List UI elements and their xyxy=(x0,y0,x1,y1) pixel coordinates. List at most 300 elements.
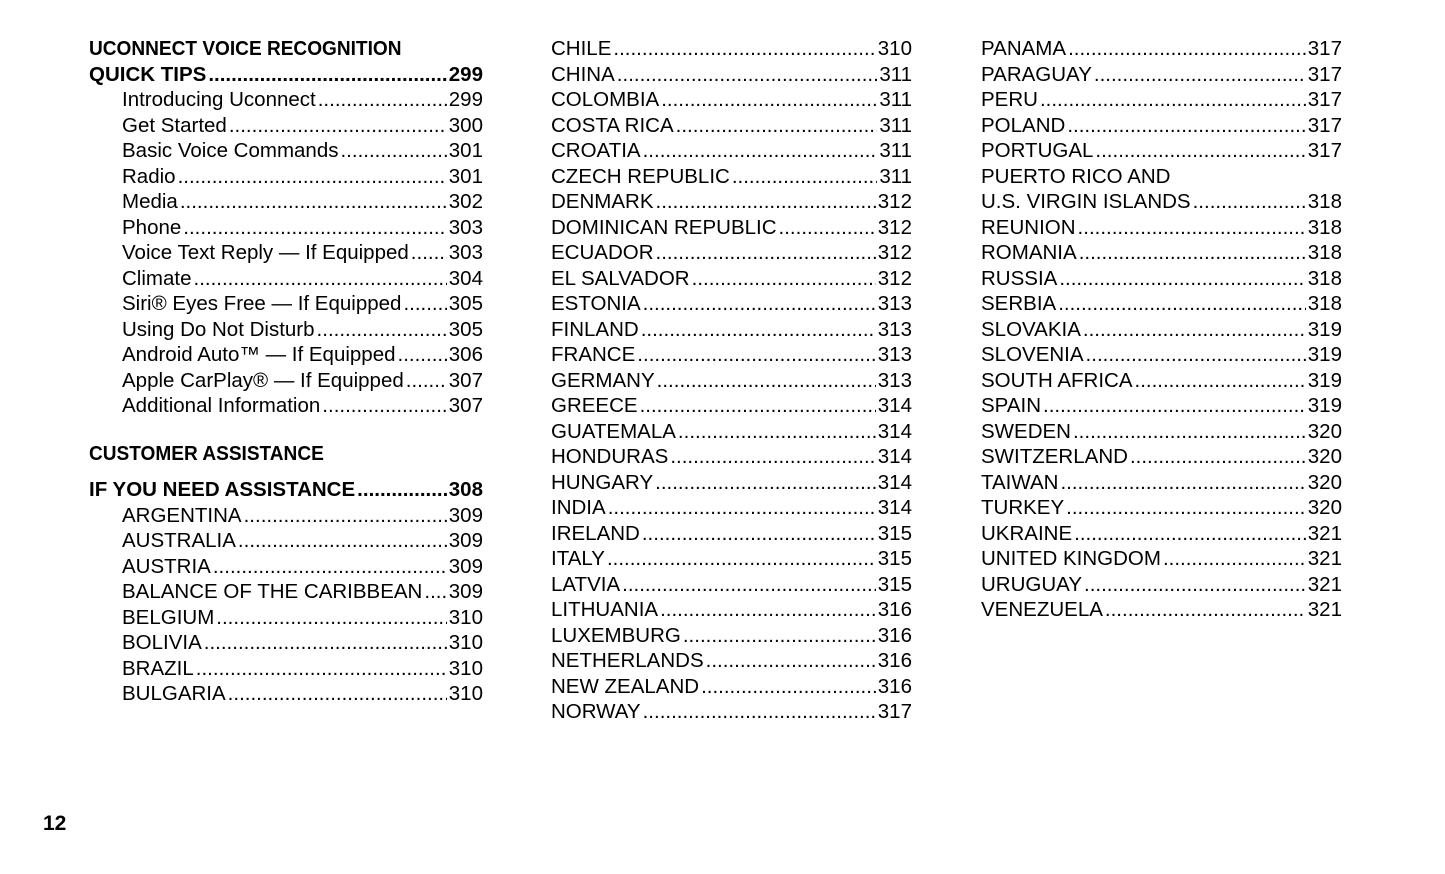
dot-leader xyxy=(238,528,447,554)
toc-entry[interactable] xyxy=(551,342,912,368)
dot-leader xyxy=(194,266,447,292)
toc-entry-label: EL SALVADOR xyxy=(551,266,690,290)
toc-entry-label: LUXEMBURG xyxy=(551,623,681,647)
toc-entry-page: 320 xyxy=(1307,496,1342,519)
toc-entry-label: ECUADOR xyxy=(551,241,654,264)
toc-entry-page: 317 xyxy=(1307,37,1342,60)
dot-leader xyxy=(317,317,447,343)
toc-entry-label: NORWAY xyxy=(551,700,641,723)
toc-entry-label: DENMARK xyxy=(551,190,654,213)
toc-entry[interactable] xyxy=(89,503,483,529)
dot-leader xyxy=(1068,36,1306,62)
toc-entry[interactable] xyxy=(981,393,1342,419)
dot-leader xyxy=(706,648,876,674)
dot-leader xyxy=(1040,87,1306,113)
toc-entry-page: 309 xyxy=(448,554,483,578)
toc-entry-page: 310 xyxy=(448,682,483,705)
toc-entry[interactable] xyxy=(89,605,483,631)
toc-entry-label: HONDURAS xyxy=(551,445,669,468)
toc-entry-page: 315 xyxy=(877,521,912,545)
toc-entry-page: 310 xyxy=(877,37,912,60)
toc-entry[interactable] xyxy=(981,291,1342,317)
dot-leader xyxy=(692,266,876,292)
toc-entry-page: 312 xyxy=(877,266,912,290)
toc-entry-label: NEW ZEALAND xyxy=(551,674,700,698)
toc-entry-page: 321 xyxy=(1307,547,1342,570)
toc-entry[interactable] xyxy=(551,368,912,394)
toc-entry-label: REUNION xyxy=(981,215,1076,239)
toc-entry-label: SLOVAKIA xyxy=(981,317,1081,341)
dot-leader xyxy=(1105,597,1306,623)
dot-leader xyxy=(617,62,878,88)
toc-entry[interactable] xyxy=(981,368,1342,394)
heading-uconnect-voice-recognition: UCONNECT VOICE RECOGNITION xyxy=(89,37,402,60)
toc-entry-page: 312 xyxy=(877,215,912,239)
toc-entry[interactable] xyxy=(981,521,1342,547)
toc-entry-page: 314 xyxy=(877,419,912,443)
toc-entry-puerto-rico-line1: PUERTO RICO AND xyxy=(981,164,1171,188)
toc-column-2 xyxy=(551,36,912,725)
toc-entry-page: 303 xyxy=(448,241,483,264)
toc-entry-page: 302 xyxy=(448,190,483,213)
dot-leader xyxy=(732,164,877,190)
heading-customer-assistance: CUSTOMER ASSISTANCE xyxy=(89,441,324,465)
toc-entry[interactable] xyxy=(89,681,483,707)
toc-entry[interactable] xyxy=(981,215,1342,241)
toc-entry-page: 309 xyxy=(448,503,483,527)
dot-leader xyxy=(1058,291,1306,317)
dot-leader xyxy=(613,36,875,62)
dot-leader xyxy=(1193,189,1306,215)
dot-leader xyxy=(660,597,876,623)
toc-entry-label: Media xyxy=(122,190,178,213)
toc-entry-page: 303 xyxy=(448,215,483,239)
dot-leader xyxy=(676,113,878,139)
toc-entry[interactable] xyxy=(551,444,912,470)
toc-entry-label: AUSTRIA xyxy=(122,554,211,578)
toc-entry-page: 305 xyxy=(448,292,483,315)
dot-leader xyxy=(340,138,446,164)
toc-entry-page: 320 xyxy=(1307,445,1342,468)
dot-leader xyxy=(661,87,877,113)
toc-entry[interactable] xyxy=(89,189,483,215)
toc-entry-label: Get Started xyxy=(122,113,227,137)
toc-entry-page: 307 xyxy=(448,368,483,392)
toc-entry[interactable] xyxy=(89,342,483,368)
dot-leader xyxy=(657,368,876,394)
dot-leader xyxy=(656,189,876,215)
dot-leader xyxy=(322,393,446,419)
toc-entry-page: 319 xyxy=(1307,368,1342,392)
toc-entry-label: Using Do Not Disturb xyxy=(122,317,315,341)
toc-entry[interactable] xyxy=(981,240,1342,266)
toc-entry[interactable] xyxy=(551,113,912,139)
toc-entry-page: 307 xyxy=(448,394,483,417)
toc-entry-page: 318 xyxy=(1307,266,1342,290)
dot-leader xyxy=(208,62,446,88)
dot-leader xyxy=(196,656,447,682)
toc-entry-page: 315 xyxy=(877,547,912,570)
toc-entry[interactable] xyxy=(981,495,1342,521)
country-entries-list xyxy=(551,36,912,725)
dot-leader xyxy=(183,215,447,241)
toc-entry-label: PERU xyxy=(981,88,1038,111)
toc-entry[interactable] xyxy=(89,240,483,266)
toc-entry-label: CROATIA xyxy=(551,139,641,162)
toc-entry-label: CHINA xyxy=(551,62,615,86)
dot-leader xyxy=(1130,444,1306,470)
toc-entry[interactable] xyxy=(89,393,483,419)
toc-entry[interactable] xyxy=(551,674,912,700)
toc-entry-page: 311 xyxy=(879,113,912,137)
toc-entry-page: 317 xyxy=(877,700,912,723)
toc-entry-label: LITHUANIA xyxy=(551,598,659,621)
dot-leader xyxy=(678,419,876,445)
toc-entry-label: UKRAINE xyxy=(981,521,1073,545)
toc-entry[interactable] xyxy=(551,189,912,215)
toc-entry-page: 304 xyxy=(448,266,483,290)
toc-entry-label: GUATEMALA xyxy=(551,419,676,443)
toc-entry[interactable] xyxy=(551,87,912,113)
toc-entry-page: 315 xyxy=(877,572,912,596)
toc-entry[interactable] xyxy=(981,597,1342,623)
toc-entry[interactable] xyxy=(981,444,1342,470)
toc-entry-label: SLOVENIA xyxy=(981,343,1084,366)
toc-entry-page: 313 xyxy=(877,343,912,366)
toc-entry[interactable] xyxy=(981,266,1342,292)
toc-entry-label: BALANCE OF THE CARIBBEAN xyxy=(122,580,423,603)
dot-leader xyxy=(318,87,447,113)
toc-entry-label: PARAGUAY xyxy=(981,62,1092,86)
toc-entry-page: 301 xyxy=(448,139,483,162)
toc-entry[interactable] xyxy=(89,164,483,190)
toc-entry-label: IF YOU NEED ASSISTANCE xyxy=(89,478,356,501)
toc-entry[interactable] xyxy=(89,554,483,580)
toc-entry-page: 310 xyxy=(448,605,483,629)
toc-entry-label: BOLIVIA xyxy=(122,631,202,654)
toc-entry-page: 301 xyxy=(448,164,483,188)
toc-entry-page: 316 xyxy=(877,623,912,647)
toc-entry-page: 314 xyxy=(877,445,912,468)
toc-entry-label: SWEDEN xyxy=(981,419,1071,443)
toc-entry-page: 311 xyxy=(879,139,912,162)
toc-entry[interactable] xyxy=(981,36,1342,62)
toc-entry-label: BRAZIL xyxy=(122,656,194,680)
dot-leader xyxy=(178,164,447,190)
dot-leader xyxy=(1073,419,1306,445)
dot-leader xyxy=(216,605,447,631)
toc-entry[interactable] xyxy=(551,62,912,88)
toc-entry-page: 308 xyxy=(448,478,483,501)
dot-leader xyxy=(1095,138,1305,164)
toc-entry-label: PORTUGAL xyxy=(981,139,1094,162)
dot-leader xyxy=(1084,572,1306,598)
dot-leader xyxy=(1163,546,1306,572)
toc-entry-page: 310 xyxy=(448,656,483,680)
toc-entry-page: 319 xyxy=(1307,317,1342,341)
dot-leader xyxy=(1060,470,1305,496)
toc-entry-label: ITALY xyxy=(551,547,605,570)
toc-entry[interactable] xyxy=(551,419,912,445)
toc-entry-label: LATVIA xyxy=(551,572,621,596)
toc-entry-label: CHILE xyxy=(551,37,612,60)
toc-entry-page: 314 xyxy=(877,496,912,519)
toc-entry-page: 317 xyxy=(1307,62,1342,86)
toc-entry[interactable] xyxy=(551,521,912,547)
toc-entry[interactable] xyxy=(981,113,1342,139)
toc-entry-label: PANAMA xyxy=(981,37,1067,60)
toc-entry-label: AUSTRALIA xyxy=(122,529,236,552)
toc-entry[interactable] xyxy=(551,138,912,164)
toc-entry-label: POLAND xyxy=(981,113,1066,137)
toc-entry[interactable] xyxy=(981,342,1342,368)
toc-column-3 xyxy=(981,36,1342,623)
toc-entry[interactable] xyxy=(89,579,483,605)
dot-leader xyxy=(213,554,447,580)
toc-entry-page: 319 xyxy=(1307,343,1342,366)
toc-entry-page: 317 xyxy=(1307,139,1342,162)
toc-entry-label: ARGENTINA xyxy=(122,503,242,527)
toc-column-1 xyxy=(89,36,483,707)
toc-entry-page: 318 xyxy=(1307,190,1342,213)
toc-entry-page: 316 xyxy=(877,649,912,672)
dot-leader xyxy=(655,470,876,496)
toc-entry[interactable] xyxy=(981,470,1342,496)
dot-leader xyxy=(1067,113,1305,139)
toc-entry[interactable] xyxy=(551,240,912,266)
toc-entry[interactable] xyxy=(551,266,912,292)
toc-entry[interactable] xyxy=(981,572,1342,598)
toc-entry-page: 317 xyxy=(1307,113,1342,137)
toc-entry-label: CZECH REPUBLIC xyxy=(551,164,730,188)
toc-entry-label: SWITZERLAND xyxy=(981,445,1128,468)
toc-entry[interactable] xyxy=(551,623,912,649)
toc-entry-label: NETHERLANDS xyxy=(551,649,704,672)
dot-leader xyxy=(607,546,876,572)
toc-entry-page: 318 xyxy=(1307,241,1342,264)
toc-entry-page: 316 xyxy=(877,674,912,698)
toc-entry[interactable] xyxy=(551,393,912,419)
dot-leader xyxy=(1094,62,1306,88)
toc-entry-page: 318 xyxy=(1307,292,1342,315)
toc-entry-label: IRELAND xyxy=(551,521,640,545)
toc-entry-page: 312 xyxy=(877,241,912,264)
dot-leader xyxy=(411,240,447,266)
toc-entry-page: 306 xyxy=(448,343,483,366)
toc-entry-page: 321 xyxy=(1307,572,1342,596)
toc-entry-page: 317 xyxy=(1307,88,1342,111)
toc-entry-label: ESTONIA xyxy=(551,292,641,315)
dot-leader xyxy=(670,444,875,470)
toc-entry[interactable] xyxy=(981,419,1342,445)
toc-entry[interactable] xyxy=(551,291,912,317)
dot-leader xyxy=(641,317,876,343)
toc-entry-page: 299 xyxy=(448,88,483,111)
toc-entry-label: Siri® Eyes Free — If Equipped xyxy=(122,292,402,315)
toc-entry-label: Radio xyxy=(122,164,176,188)
toc-entry-label: Basic Voice Commands xyxy=(122,139,339,162)
uconnect-entries-list xyxy=(89,87,483,419)
toc-entry-page: 321 xyxy=(1307,521,1342,545)
toc-entry-page: 319 xyxy=(1307,394,1342,417)
toc-entry-label: BELGIUM xyxy=(122,605,215,629)
toc-entry-label: DOMINICAN REPUBLIC xyxy=(551,215,777,239)
toc-entry[interactable] xyxy=(551,648,912,674)
toc-entry[interactable] xyxy=(89,656,483,682)
dot-leader xyxy=(1078,215,1306,241)
toc-entry-label: UNITED KINGDOM xyxy=(981,547,1161,570)
toc-entry[interactable] xyxy=(89,87,483,113)
toc-entry-page: 309 xyxy=(448,529,483,552)
toc-entry-if-you-need-assistance[interactable] xyxy=(89,477,483,503)
dot-leader xyxy=(228,681,447,707)
toc-entry[interactable] xyxy=(551,572,912,598)
toc-entry[interactable] xyxy=(89,368,483,394)
dot-leader xyxy=(637,342,875,368)
dot-leader xyxy=(1079,240,1306,266)
toc-entry-page: 314 xyxy=(877,394,912,417)
toc-entry[interactable] xyxy=(551,546,912,572)
toc-entry-label: GREECE xyxy=(551,394,638,417)
dot-leader xyxy=(643,138,878,164)
dot-leader xyxy=(357,477,447,503)
toc-entry-label: Additional Information xyxy=(122,394,321,417)
toc-entry-page: 311 xyxy=(879,62,912,86)
toc-entry-page: 300 xyxy=(448,113,483,137)
toc-entry[interactable] xyxy=(89,528,483,554)
toc-entry-label: BULGARIA xyxy=(122,682,226,705)
toc-entry[interactable] xyxy=(89,215,483,241)
toc-entry-page: 314 xyxy=(877,470,912,494)
dot-leader xyxy=(1059,266,1305,292)
toc-entry[interactable] xyxy=(981,546,1342,572)
toc-entry[interactable] xyxy=(551,597,912,623)
toc-entry-label: Phone xyxy=(122,215,182,239)
country-entries-list xyxy=(981,189,1342,623)
toc-entry-label: TAIWAN xyxy=(981,470,1059,494)
dot-leader xyxy=(1083,317,1306,343)
toc-entry-label: TURKEY xyxy=(981,496,1065,519)
toc-entry-label: QUICK TIPS xyxy=(89,62,207,86)
toc-entry-label: URUGUAY xyxy=(981,572,1082,596)
toc-entry-label: VENEZUELA xyxy=(981,598,1103,621)
toc-entry-page: 311 xyxy=(879,88,912,111)
toc-entry[interactable] xyxy=(981,317,1342,343)
toc-entry-label: Voice Text Reply — If Equipped xyxy=(122,241,409,264)
toc-entry[interactable] xyxy=(981,62,1342,88)
page-number: 12 xyxy=(43,812,67,835)
dot-leader xyxy=(642,521,876,547)
toc-entry-label: INDIA xyxy=(551,496,606,519)
toc-entry[interactable] xyxy=(981,189,1342,215)
toc-entry-label: GERMANY xyxy=(551,368,655,392)
toc-entry-page: 321 xyxy=(1307,598,1342,621)
toc-entry-label: FINLAND xyxy=(551,317,639,341)
dot-leader xyxy=(1066,495,1306,521)
toc-entry-label: SERBIA xyxy=(981,292,1057,315)
toc-entry-page: 318 xyxy=(1307,215,1342,239)
dot-leader xyxy=(643,291,876,317)
toc-entry[interactable] xyxy=(981,138,1342,164)
toc-entry[interactable] xyxy=(981,87,1342,113)
dot-leader xyxy=(424,579,446,605)
dot-leader xyxy=(683,623,876,649)
toc-entry-page: 313 xyxy=(877,368,912,392)
country-entries-list xyxy=(981,36,1342,164)
dot-leader xyxy=(204,630,447,656)
dot-leader xyxy=(640,393,876,419)
dot-leader xyxy=(403,291,446,317)
toc-entry-label: Apple CarPlay® — If Equipped xyxy=(122,368,404,392)
dot-leader xyxy=(1043,393,1306,419)
dot-leader xyxy=(656,240,876,266)
dot-leader xyxy=(779,215,876,241)
toc-entry-label: Android Auto™ — If Equipped xyxy=(122,343,396,366)
dot-leader xyxy=(406,368,447,394)
toc-entry-page: 309 xyxy=(448,580,483,603)
toc-entry[interactable] xyxy=(89,113,483,139)
toc-entry-label: FRANCE xyxy=(551,343,636,366)
dot-leader xyxy=(398,342,447,368)
toc-entry[interactable] xyxy=(551,164,912,190)
toc-entry-label: COLOMBIA xyxy=(551,88,660,111)
toc-entry-label: SPAIN xyxy=(981,394,1041,417)
dot-leader xyxy=(701,674,876,700)
toc-entry[interactable] xyxy=(551,470,912,496)
toc-entry[interactable] xyxy=(551,317,912,343)
toc-entry-label: Introducing Uconnect xyxy=(122,88,316,111)
toc-entry-label: ROMANIA xyxy=(981,241,1077,264)
toc-entry-page: 313 xyxy=(877,292,912,315)
toc-entry-page: 299 xyxy=(448,62,483,86)
toc-entry[interactable] xyxy=(89,317,483,343)
dot-leader xyxy=(1086,342,1306,368)
dot-leader xyxy=(1135,368,1306,394)
toc-entry-page: 305 xyxy=(448,317,483,341)
toc-entry-quick-tips[interactable] xyxy=(89,62,483,88)
toc-entry-label: Climate xyxy=(122,266,192,290)
toc-entry-page: 313 xyxy=(877,317,912,341)
toc-entry-label: COSTA RICA xyxy=(551,113,674,137)
dot-leader xyxy=(1074,521,1306,547)
toc-entry[interactable] xyxy=(551,36,912,62)
toc-entry-label: SOUTH AFRICA xyxy=(981,368,1133,392)
toc-entry-label: RUSSIA xyxy=(981,266,1058,290)
toc-entry[interactable] xyxy=(551,699,912,725)
toc-entry-page: 311 xyxy=(879,164,912,188)
toc-entry-label: HUNGARY xyxy=(551,470,654,494)
toc-entry[interactable] xyxy=(89,138,483,164)
toc-entry-page: 312 xyxy=(877,190,912,213)
toc-entry-label: U.S. VIRGIN ISLANDS xyxy=(981,190,1191,213)
toc-entry-page: 320 xyxy=(1307,470,1342,494)
country-entries-list xyxy=(89,503,483,707)
dot-leader xyxy=(643,699,876,725)
toc-entry[interactable] xyxy=(89,266,483,292)
toc-entry-page: 316 xyxy=(877,598,912,621)
toc-entry[interactable] xyxy=(89,630,483,656)
dot-leader xyxy=(608,495,876,521)
toc-entry-page: 310 xyxy=(448,631,483,654)
dot-leader xyxy=(180,189,447,215)
dot-leader xyxy=(229,113,447,139)
toc-entry[interactable] xyxy=(551,495,912,521)
toc-entry[interactable] xyxy=(551,215,912,241)
toc-entry[interactable] xyxy=(89,291,483,317)
dot-leader xyxy=(622,572,876,598)
toc-entry-page: 320 xyxy=(1307,419,1342,443)
dot-leader xyxy=(244,503,447,529)
